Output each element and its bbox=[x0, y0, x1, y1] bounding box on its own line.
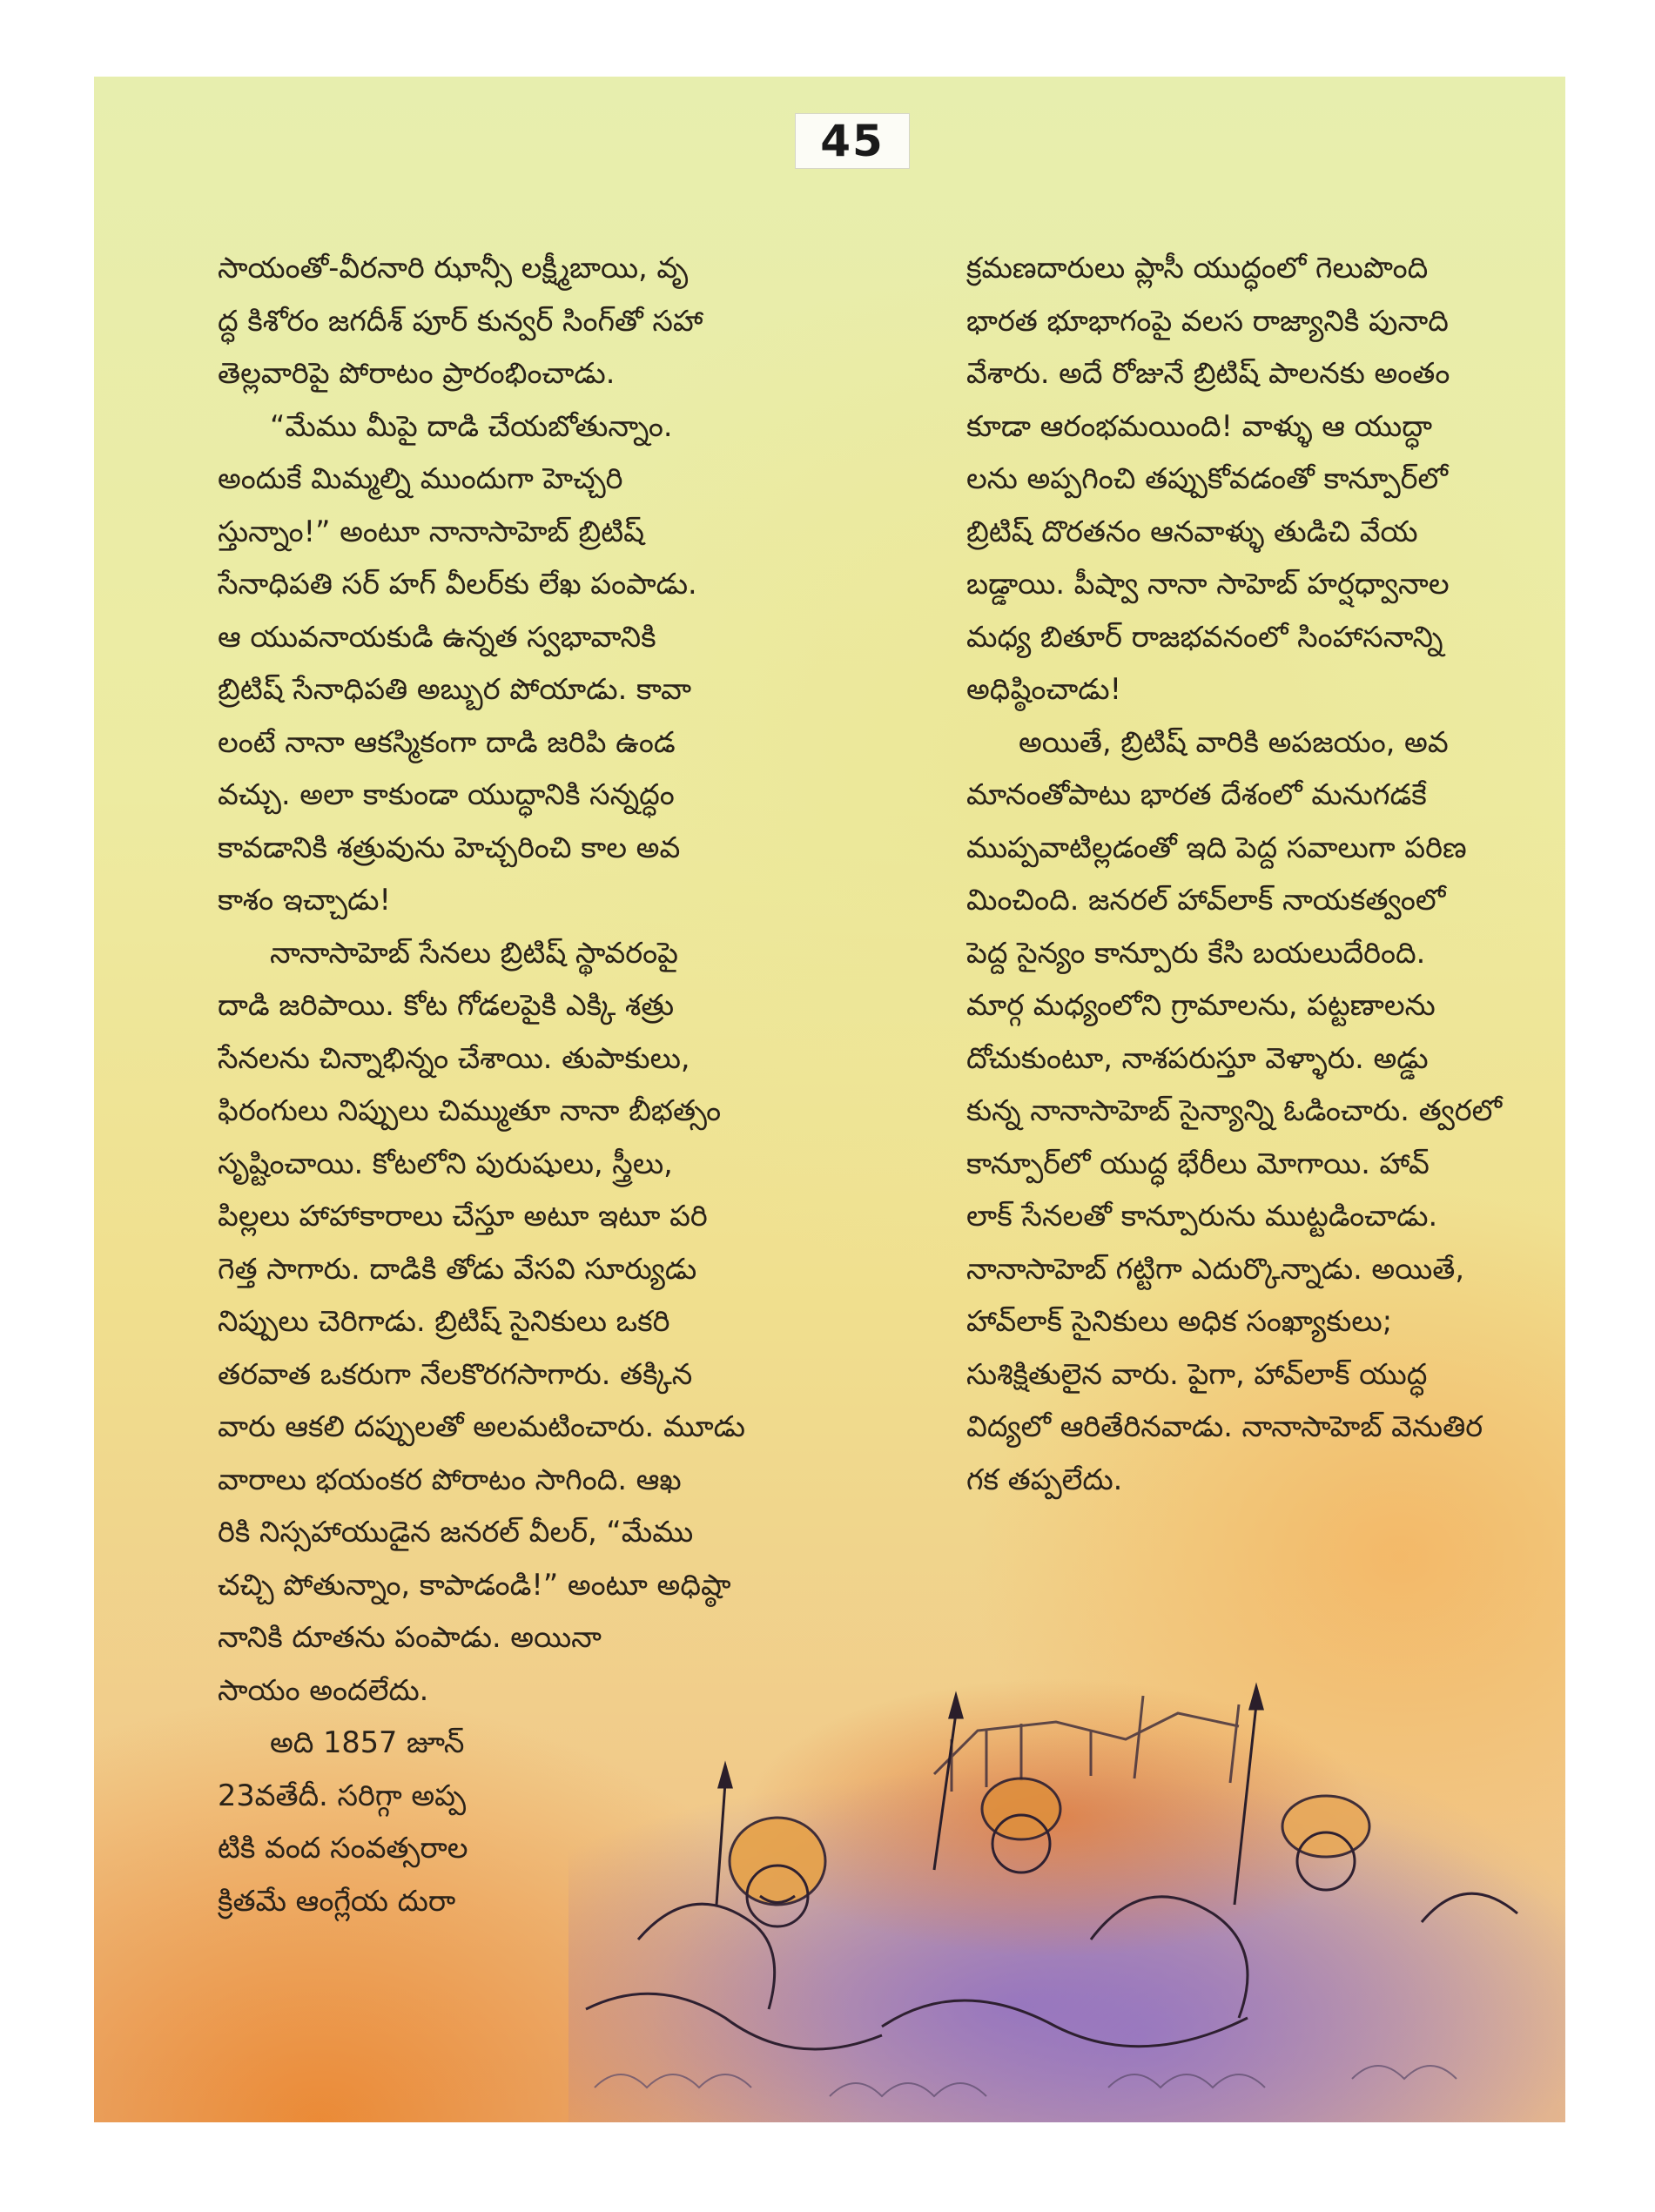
text-line: క్రమణదారులు ప్లాసీ యుద్ధంలో గెలుపొంది bbox=[966, 251, 1429, 285]
text-line: దోచుకుంటూ, నాశపరుస్తూ వెళ్ళారు. అడ్డు bbox=[966, 1040, 1429, 1075]
text-line: భారత భూభాగంపై వలస రాజ్యానికి పునాది bbox=[966, 303, 1449, 338]
text-line: బ్రిటిష్ దొరతనం ఆనవాళ్ళు తుడిచి వేయ bbox=[966, 514, 1418, 548]
text-line: కున్న నానాసాహెబ్ సైన్యాన్ని ఓడించారు. త్వరలో bbox=[966, 1093, 1503, 1127]
text-line: నానికి దూతను పంపాడు. అయినా bbox=[218, 1620, 602, 1654]
text-line: బ్రిటిష్ సేనాధిపతి అబ్బుర పోయాడు. కావా bbox=[218, 672, 692, 706]
text-line: వచ్చు. అలా కాకుండా యుద్ధానికి సన్నద్ధం bbox=[218, 777, 675, 811]
text-line: ద్ధ కిశోరం జగదీశ్ పూర్ కున్వర్ సింగ్‌తో సహా bbox=[218, 303, 703, 338]
text-line: గెత్త సాగారు. దాడికి తోడు వేసవి సూర్యుడు bbox=[218, 1251, 697, 1286]
text-line: ఫిరంగులు నిప్పులు చిమ్ముతూ నానా బీభత్సం bbox=[218, 1093, 722, 1127]
text-line: మధ్య బితూర్ రాజభవనంలో సింహాసనాన్ని bbox=[966, 619, 1443, 654]
text-line: కావడానికి శత్రువును హెచ్చరించి కాల అవ bbox=[218, 830, 681, 864]
text-line: విద్యలో ఆరితేరినవాడు. నానాసాహెబ్ వెనుతిర bbox=[966, 1409, 1483, 1443]
text-line: స్తున్నాం!” అంటూ నానాసాహెబ్ బ్రిటిష్ bbox=[218, 514, 644, 548]
text-line: కాశం ఇచ్చాడు! bbox=[218, 883, 391, 917]
text-line: క్రితమే ఆంగ్లేయ దురా bbox=[218, 1883, 456, 1918]
text-line: చచ్చి పోతున్నాం, కాపాడండి!” అంటూ అధిష్ఠా bbox=[218, 1567, 731, 1602]
text-line: సేనాధిపతి సర్ హగ్ వీలర్‌కు లేఖ పంపాడు. bbox=[218, 567, 697, 601]
text-line: “మేము మీపై దాడి చేయబోతున్నాం. bbox=[270, 408, 673, 443]
battle-illustration bbox=[568, 1678, 1565, 2122]
text-line: సేనలను చిన్నాభిన్నం చేశాయి. తుపాకులు, bbox=[218, 1040, 690, 1075]
text-line: దాడి జరిపాయి. కోట గోడలపైకి ఎక్కి శత్రు bbox=[218, 988, 675, 1022]
text-line: కాన్పూర్‌లో యుద్ధ భేరీలు మోగాయి. హావ్ bbox=[966, 1146, 1430, 1180]
text-line: సుశిక్షితులైన వారు. పైగా, హావ్‌లాక్ యుద్ధ bbox=[966, 1356, 1428, 1391]
text-line: వారు ఆకలి దప్పులతో అలమటించారు. మూడు bbox=[218, 1409, 746, 1443]
text-line: సృష్టించాయి. కోటలోని పురుషులు, స్త్రీలు, bbox=[218, 1146, 673, 1180]
text-line: తెల్లవారిపై పోరాటం ప్రారంభించాడు. bbox=[218, 356, 616, 390]
text-line: టికి వంద సంవత్సరాల bbox=[218, 1831, 468, 1865]
text-line: నిప్పులు చెరిగాడు. బ్రిటిష్ సైనికులు ఒకరి bbox=[218, 1304, 670, 1338]
text-line: తరవాత ఒకరుగా నేలకొరగసాగారు. తక్కిన bbox=[218, 1356, 693, 1391]
text-line: సాయం అందలేదు. bbox=[218, 1672, 429, 1707]
text-line: పెద్ద సైన్యం కాన్పూరు కేసి బయలుదేరింది. bbox=[966, 935, 1426, 970]
text-line: మించింది. జనరల్ హావ్‌లాక్ నాయకత్వంలో bbox=[966, 883, 1446, 917]
text-line: అధిష్ఠించాడు! bbox=[966, 672, 1122, 706]
text-line: లాక్ సేనలతో కాన్పూరును ముట్టడించాడు. bbox=[966, 1199, 1438, 1233]
text-line: అందుకే మిమ్మల్ని ముందుగా హెచ్చరి bbox=[218, 461, 623, 495]
text-line: రికి నిస్సహాయుడైన జనరల్ వీలర్, “మేము bbox=[218, 1515, 694, 1549]
text-line: నానాసాహెబ్ గట్టిగా ఎదుర్కొన్నాడు. అయితే, bbox=[966, 1251, 1465, 1286]
page-number: 45 bbox=[795, 113, 910, 169]
text-line: వారాలు భయంకర పోరాటం సాగింది. ఆఖ bbox=[218, 1462, 682, 1496]
text-line: ముప్పవాటిల్లడంతో ఇది పెద్ద సవాలుగా పరిణ bbox=[966, 830, 1467, 864]
text-line: 23వతేదీ. సరిగ్గా అప్ప bbox=[218, 1778, 467, 1812]
text-line: ఆ యువనాయకుడి ఉన్నత స్వభావానికి bbox=[218, 619, 656, 654]
text-line: అది 1857 జూన్ bbox=[270, 1725, 465, 1759]
text-line: బడ్డాయి. పీష్వా నానా సాహెబ్ హర్షధ్వానాల bbox=[966, 567, 1450, 601]
text-line: సాయంతో-వీరనారి ఝాన్సీ లక్ష్మీబాయి, వృ bbox=[218, 251, 689, 285]
text-line: నానాసాహెబ్ సేనలు బ్రిటిష్ స్థావరంపై bbox=[270, 935, 678, 970]
text-line: గక తప్పలేదు. bbox=[966, 1462, 1123, 1496]
text-line: మానంతోపాటు భారత దేశంలో మనుగడకే bbox=[966, 777, 1427, 811]
text-line: లంటే నానా ఆకస్మికంగా దాడి జరిపి ఉండ bbox=[218, 724, 676, 759]
text-line: వేశారు. అదే రోజునే బ్రిటిష్ పాలనకు అంతం bbox=[966, 356, 1450, 390]
text-line: హావ్‌లాక్ సైనికులు అధిక సంఖ్యాకులు; bbox=[966, 1304, 1392, 1338]
text-line: మార్గ మధ్యంలోని గ్రామాలను, పట్టణాలను bbox=[966, 988, 1436, 1022]
text-line: అయితే, బ్రిటిష్ వారికి అపజయం, అవ bbox=[1019, 724, 1449, 759]
right-column bbox=[966, 242, 1565, 1506]
text-line: లను అప్పగించి తప్పుకోవడంతో కాన్పూర్‌లో bbox=[966, 461, 1449, 495]
text-line: పిల్లలు హాహాకారాలు చేస్తూ అటూ ఇటూ పరి bbox=[218, 1199, 708, 1233]
left-column bbox=[218, 242, 910, 1927]
book-page bbox=[94, 77, 1565, 2122]
text-line: కూడా ఆరంభమయింది! వాళ్ళు ఆ యుద్ధా bbox=[966, 408, 1433, 443]
